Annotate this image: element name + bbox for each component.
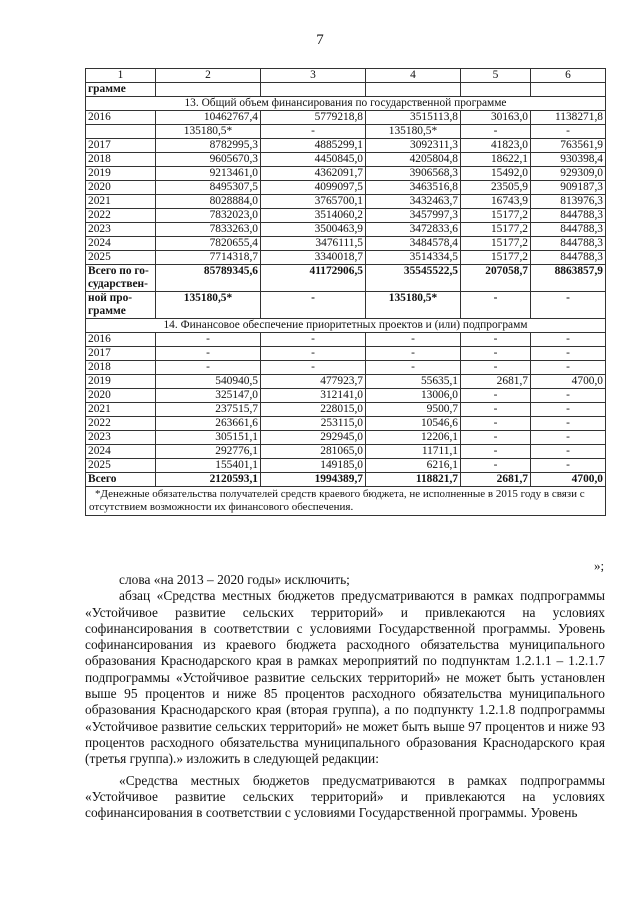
value-cell: 3514334,5 bbox=[366, 251, 461, 265]
year-cell: 2021 bbox=[86, 195, 156, 209]
value-cell: 3500463,9 bbox=[261, 223, 366, 237]
value-cell: - bbox=[461, 403, 531, 417]
value-cell: 1138271,8 bbox=[531, 111, 606, 125]
value-cell: - bbox=[531, 459, 606, 473]
value-cell: - bbox=[531, 431, 606, 445]
value-cell: 253115,0 bbox=[261, 417, 366, 431]
total-label-4: грамме bbox=[88, 305, 126, 317]
value-cell: - bbox=[531, 347, 606, 361]
table-row bbox=[86, 389, 606, 403]
year-cell: 2021 bbox=[86, 403, 156, 417]
year-cell: 2023 bbox=[86, 223, 156, 237]
continuation-row bbox=[86, 83, 606, 97]
year-cell: 2020 bbox=[86, 389, 156, 403]
year-cell: 2018 bbox=[86, 361, 156, 375]
value-cell: - bbox=[531, 403, 606, 417]
value-cell: 8028884,0 bbox=[156, 195, 261, 209]
value-cell: 7820655,4 bbox=[156, 237, 261, 251]
section-title: 14. Финансовое обеспечение приоритетных проектов и (или) подпрограмм bbox=[86, 319, 606, 333]
value-cell: 5779218,8 bbox=[261, 111, 366, 125]
note-row bbox=[86, 487, 606, 516]
value-cell: 844788,3 bbox=[531, 209, 606, 223]
value-cell: 3472833,6 bbox=[366, 223, 461, 237]
table-cell bbox=[366, 83, 461, 97]
total-value: 135180,5* bbox=[366, 292, 461, 319]
value-cell: - bbox=[261, 333, 366, 347]
value-cell: 12206,1 bbox=[366, 431, 461, 445]
table-row bbox=[86, 445, 606, 459]
value-cell: 7714318,7 bbox=[156, 251, 261, 265]
table-row bbox=[86, 209, 606, 223]
table-row bbox=[86, 237, 606, 251]
value-cell: - bbox=[156, 347, 261, 361]
table-row bbox=[86, 195, 606, 209]
value-cell: 3457997,3 bbox=[366, 209, 461, 223]
table-row bbox=[86, 251, 606, 265]
value-cell: 4099097,5 bbox=[261, 181, 366, 195]
closing-quote: »; bbox=[594, 558, 605, 573]
year-cell: 2017 bbox=[86, 139, 156, 153]
value-cell: 3484578,4 bbox=[366, 237, 461, 251]
value-cell: - bbox=[156, 333, 261, 347]
table-row bbox=[86, 417, 606, 431]
total-value: 85789345,6 bbox=[156, 265, 261, 292]
value-cell: 135180,5* bbox=[156, 125, 261, 139]
value-cell: - bbox=[461, 125, 531, 139]
table-cell bbox=[461, 83, 531, 97]
year-cell bbox=[86, 125, 156, 139]
value-cell: 844788,3 bbox=[531, 223, 606, 237]
value-cell: 16743,9 bbox=[461, 195, 531, 209]
value-cell: 292776,1 bbox=[156, 445, 261, 459]
value-cell: 30163,0 bbox=[461, 111, 531, 125]
value-cell: 4700,0 bbox=[531, 375, 606, 389]
value-cell: - bbox=[261, 361, 366, 375]
year-cell: 2022 bbox=[86, 417, 156, 431]
value-cell: 292945,0 bbox=[261, 431, 366, 445]
table-cell bbox=[261, 83, 366, 97]
value-cell: 4450845,0 bbox=[261, 153, 366, 167]
paragraph-2: абзац «Средства местных бюджетов предусматриваются в рамках подпрограммы «Устойчивое развитие сельских территорий» и привлекаются на условиях софинансирования в соответствии с условиями Государственной программы. Уровень софинансирования из краевого бюджета расходного обязательства муниципального образования Краснодарского края в рамках мероприятий по подпунктам 1.2.1.1 – 1.2.1.7 подпрограммы «Устойчивое развитие сельских территорий» не может быть установлен выше 95 процентов и ниже 85 процентов расходного обязательства муниципального образования Краснодарского края (вторая группа), а по подпункту 1.2.1.8 подпрограммы «Устойчивое развитие сельских территорий» не может быть выше 97 процентов и ниже 93 процентов расходного обязательства муниципального образования Краснодарского края (третья группа).» изложить в следующей редакции: bbox=[85, 588, 605, 767]
value-cell: - bbox=[531, 417, 606, 431]
value-cell: - bbox=[531, 445, 606, 459]
total-label-1: Всего по го- bbox=[88, 265, 149, 277]
value-cell: - bbox=[461, 417, 531, 431]
value-cell: 4362091,7 bbox=[261, 167, 366, 181]
value-cell: 149185,0 bbox=[261, 459, 366, 473]
value-cell: 10462767,4 bbox=[156, 111, 261, 125]
value-cell: 6216,1 bbox=[366, 459, 461, 473]
year-cell: 2019 bbox=[86, 167, 156, 181]
total-value: - bbox=[261, 292, 366, 319]
table-cell bbox=[531, 83, 606, 97]
value-cell: 930398,4 bbox=[531, 153, 606, 167]
column-header: 1 bbox=[86, 69, 156, 83]
year-cell: 2024 bbox=[86, 445, 156, 459]
value-cell: 3476111,5 bbox=[261, 237, 366, 251]
table-row bbox=[86, 223, 606, 237]
value-cell: 3514060,2 bbox=[261, 209, 366, 223]
column-header: 2 bbox=[156, 69, 261, 83]
value-cell: - bbox=[461, 361, 531, 375]
value-cell: 3515113,8 bbox=[366, 111, 461, 125]
value-cell: 7833263,0 bbox=[156, 223, 261, 237]
value-cell: 763561,9 bbox=[531, 139, 606, 153]
total-label: Всего bbox=[86, 473, 156, 487]
table-row bbox=[86, 431, 606, 445]
value-cell: 312141,0 bbox=[261, 389, 366, 403]
table-row bbox=[86, 111, 606, 125]
value-cell: 155401,1 bbox=[156, 459, 261, 473]
value-cell: 3432463,7 bbox=[366, 195, 461, 209]
year-cell: 2020 bbox=[86, 181, 156, 195]
total-value: 41172906,5 bbox=[261, 265, 366, 292]
value-cell: - bbox=[461, 445, 531, 459]
value-cell: 237515,7 bbox=[156, 403, 261, 417]
value-cell: 3906568,3 bbox=[366, 167, 461, 181]
table-row bbox=[86, 181, 606, 195]
value-cell: 281065,0 bbox=[261, 445, 366, 459]
value-cell: 228015,0 bbox=[261, 403, 366, 417]
value-cell: - bbox=[531, 333, 606, 347]
year-cell: 2024 bbox=[86, 237, 156, 251]
table-row bbox=[86, 403, 606, 417]
total-value: 118821,7 bbox=[366, 473, 461, 487]
column-header: 4 bbox=[366, 69, 461, 83]
value-cell: 813976,3 bbox=[531, 195, 606, 209]
total-value: 2120593,1 bbox=[156, 473, 261, 487]
year-cell: 2019 bbox=[86, 375, 156, 389]
section-title: 13. Общий объем финансирования по государственной программе bbox=[86, 97, 606, 111]
body-text bbox=[85, 572, 605, 821]
value-cell: 3463516,8 bbox=[366, 181, 461, 195]
value-cell: - bbox=[261, 125, 366, 139]
total-value: - bbox=[461, 292, 531, 319]
column-header: 6 bbox=[531, 69, 606, 83]
value-cell: - bbox=[366, 347, 461, 361]
value-cell: 4885299,1 bbox=[261, 139, 366, 153]
year-cell: 2025 bbox=[86, 459, 156, 473]
column-header: 3 bbox=[261, 69, 366, 83]
value-cell: 305151,1 bbox=[156, 431, 261, 445]
paragraph-1: слова «на 2013 – 2020 годы» исключить; bbox=[119, 572, 350, 587]
value-cell: - bbox=[366, 361, 461, 375]
total-value: 4700,0 bbox=[531, 473, 606, 487]
value-cell: 13006,0 bbox=[366, 389, 461, 403]
year-cell: 2016 bbox=[86, 333, 156, 347]
value-cell: 41823,0 bbox=[461, 139, 531, 153]
value-cell: 263661,6 bbox=[156, 417, 261, 431]
table-row bbox=[86, 347, 606, 361]
total-value: 1994389,7 bbox=[261, 473, 366, 487]
total-label bbox=[86, 265, 156, 292]
total-row bbox=[86, 473, 606, 487]
value-cell: - bbox=[531, 361, 606, 375]
value-cell: 8495307,5 bbox=[156, 181, 261, 195]
total-value: 207058,7 bbox=[461, 265, 531, 292]
value-cell: - bbox=[461, 347, 531, 361]
year-cell: 2016 bbox=[86, 111, 156, 125]
value-cell: - bbox=[156, 361, 261, 375]
value-cell: 9605670,3 bbox=[156, 153, 261, 167]
table-row bbox=[86, 459, 606, 473]
value-cell: 3092311,3 bbox=[366, 139, 461, 153]
financing-table bbox=[85, 68, 606, 516]
paragraph-3: «Средства местных бюджетов предусматриваются в рамках подпрограммы «Устойчивое развитие сельских территорий» и привлекаются на условиях софинансирования в соответствии с условиями Государственной программы. Уровень bbox=[85, 772, 605, 821]
year-cell: 2022 bbox=[86, 209, 156, 223]
table-row bbox=[86, 139, 606, 153]
value-cell: 15177,2 bbox=[461, 251, 531, 265]
value-cell: 9213461,0 bbox=[156, 167, 261, 181]
value-cell: 11711,1 bbox=[366, 445, 461, 459]
year-cell: 2017 bbox=[86, 347, 156, 361]
value-cell: 844788,3 bbox=[531, 251, 606, 265]
year-cell: 2018 bbox=[86, 153, 156, 167]
value-cell: - bbox=[531, 125, 606, 139]
total-value: 2681,7 bbox=[461, 473, 531, 487]
value-cell: 3340018,7 bbox=[261, 251, 366, 265]
value-cell: 8782995,3 bbox=[156, 139, 261, 153]
table-row bbox=[86, 125, 606, 139]
value-cell: 15492,0 bbox=[461, 167, 531, 181]
value-cell: - bbox=[461, 333, 531, 347]
section-title-row bbox=[86, 319, 606, 333]
total-value: - bbox=[531, 292, 606, 319]
value-cell: 55635,1 bbox=[366, 375, 461, 389]
value-cell: 325147,0 bbox=[156, 389, 261, 403]
total-row bbox=[86, 265, 606, 292]
value-cell: 7832023,0 bbox=[156, 209, 261, 223]
value-cell: - bbox=[461, 459, 531, 473]
total-value: 135180,5* bbox=[156, 292, 261, 319]
page-number: 7 bbox=[316, 32, 324, 48]
total-value: 35545522,5 bbox=[366, 265, 461, 292]
total-row-extra bbox=[86, 292, 606, 319]
value-cell: 3765700,1 bbox=[261, 195, 366, 209]
table-row bbox=[86, 167, 606, 181]
value-cell: 15177,2 bbox=[461, 237, 531, 251]
year-cell: 2025 bbox=[86, 251, 156, 265]
total-value: 8863857,9 bbox=[531, 265, 606, 292]
value-cell: 929309,0 bbox=[531, 167, 606, 181]
value-cell: 15177,2 bbox=[461, 223, 531, 237]
value-cell: 540940,5 bbox=[156, 375, 261, 389]
total-label-2: сударствен- bbox=[88, 278, 148, 290]
section-title-row bbox=[86, 97, 606, 111]
total-label-3: ной про- bbox=[88, 292, 133, 304]
column-header: 5 bbox=[461, 69, 531, 83]
year-cell: 2023 bbox=[86, 431, 156, 445]
value-cell: 4205804,8 bbox=[366, 153, 461, 167]
value-cell: 477923,7 bbox=[261, 375, 366, 389]
table-row bbox=[86, 375, 606, 389]
value-cell: 9500,7 bbox=[366, 403, 461, 417]
value-cell: 18622,1 bbox=[461, 153, 531, 167]
table-cell bbox=[156, 83, 261, 97]
footnote: *Денежные обязательства получателей средств краевого бюджета, не исполненные в 2015 году в связи с отсутствием возможности их финансового обеспечения. bbox=[86, 487, 606, 516]
header-row bbox=[86, 69, 606, 83]
value-cell: - bbox=[461, 389, 531, 403]
value-cell: - bbox=[531, 389, 606, 403]
value-cell: 2681,7 bbox=[461, 375, 531, 389]
value-cell: 23505,9 bbox=[461, 181, 531, 195]
value-cell: 909187,3 bbox=[531, 181, 606, 195]
value-cell: 135180,5* bbox=[366, 125, 461, 139]
value-cell: 15177,2 bbox=[461, 209, 531, 223]
value-cell: 10546,6 bbox=[366, 417, 461, 431]
table-row bbox=[86, 361, 606, 375]
value-cell: - bbox=[366, 333, 461, 347]
value-cell: - bbox=[261, 347, 366, 361]
value-cell: - bbox=[461, 431, 531, 445]
table-row bbox=[86, 333, 606, 347]
table-row bbox=[86, 153, 606, 167]
row-label: грамме bbox=[86, 83, 156, 97]
value-cell: 844788,3 bbox=[531, 237, 606, 251]
total-label bbox=[86, 292, 156, 319]
